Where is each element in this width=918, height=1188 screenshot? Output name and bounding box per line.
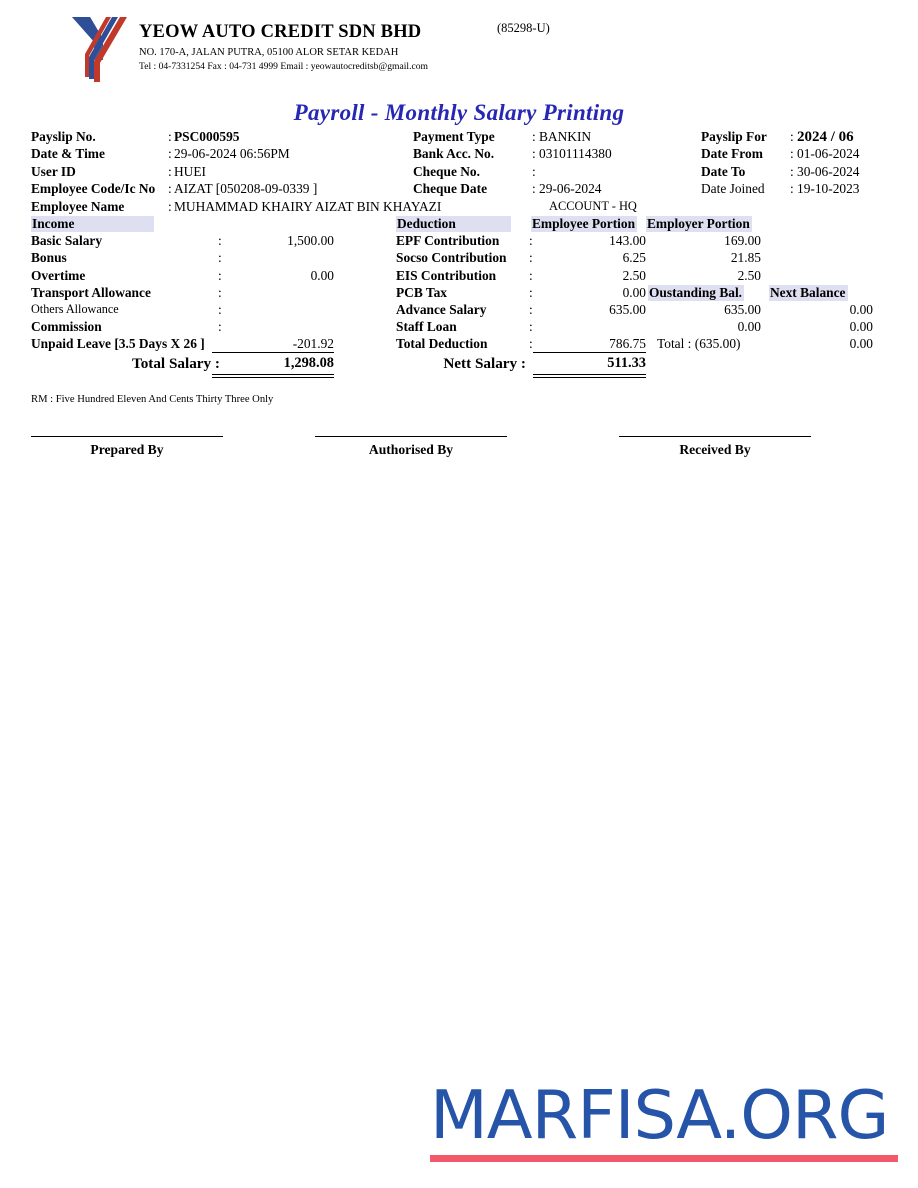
total-salary-double-underline	[212, 374, 334, 378]
date-time-label: Date & Time	[31, 146, 105, 162]
employee-code-colon: :	[168, 181, 172, 197]
eis-employer-amount: 2.50	[737, 267, 761, 283]
employee-code-label: Employee Code/Ic No	[31, 181, 156, 197]
department-value: ACCOUNT - HQ	[549, 198, 637, 213]
company-address: NO. 170-A, JALAN PUTRA, 05100 ALOR SETAR KEDAH	[139, 47, 399, 59]
cheque-no-colon: :	[532, 163, 536, 179]
line-item-row	[0, 250, 918, 267]
date-time-value: 29-06-2024 06:56PM	[174, 146, 290, 162]
company-contact: Tel : 04-7331254 Fax : 04-731 4999 Email : yeowautocreditsb@gmail.com	[139, 61, 428, 73]
employee-code-value: AIZAT [050208-09-0339 ]	[174, 181, 318, 197]
unpaid-leave-underline	[212, 352, 334, 353]
signature-line	[315, 436, 507, 437]
outstanding-balance-header: Oustanding Bal.	[649, 284, 743, 300]
deduction-header: Deduction	[396, 216, 511, 232]
payslip-for-value: 2024 / 06	[797, 129, 854, 145]
eis-colon: :	[529, 267, 533, 283]
payment-type-value: BANKIN	[539, 129, 592, 144]
watermark-text: MARFISA.ORG	[430, 1076, 889, 1154]
company-name: YEOW AUTO CREDIT SDN BHD	[139, 22, 422, 42]
bank-acc-no-label: Bank Acc. No.	[413, 146, 495, 162]
marfisa-watermark	[430, 1076, 900, 1162]
meta-row	[0, 199, 918, 216]
payslip-no-label: Payslip No.	[31, 129, 96, 144]
cheque-date-value: 29-06-2024	[539, 181, 602, 197]
company-registration-number: (85298-U)	[497, 21, 550, 35]
basic-salary-colon: :	[218, 233, 222, 249]
advance-salary-outstanding-amount: 635.00	[724, 301, 761, 317]
section-header-row	[0, 216, 918, 233]
date-from-colon: :	[790, 146, 794, 162]
signature-block-prepared-by	[31, 436, 223, 458]
signature-label: Received By	[679, 442, 751, 457]
commission-colon: :	[218, 319, 222, 335]
overtime-amount: 0.00	[310, 267, 334, 283]
staff-loan-colon: :	[529, 319, 533, 335]
total-deduction-label: Total Deduction	[396, 336, 488, 352]
date-joined-colon: :	[790, 181, 794, 197]
others-allowance-label: Others Allowance	[31, 301, 119, 316]
meta-row	[0, 129, 918, 146]
bank-acc-no-value: 03101114380	[539, 146, 612, 162]
user-id-colon: :	[168, 163, 172, 179]
income-header: Income	[31, 216, 154, 232]
signature-line	[619, 436, 811, 437]
socso-employee-amount: 6.25	[622, 250, 646, 266]
signature-block-received-by	[619, 436, 811, 458]
line-item-row	[0, 233, 918, 250]
line-item-row	[0, 268, 918, 285]
unpaid-leave-amount: -201.92	[292, 336, 334, 352]
socso-employer-amount: 21.85	[730, 250, 761, 266]
total-deduction-underline	[533, 352, 646, 353]
employee-name-value: MUHAMMAD KHAIRY AIZAT BIN KHAYAZI	[174, 198, 442, 214]
pcb-tax-employee-amount: 0.00	[622, 284, 646, 300]
employee-name-label: Employee Name	[31, 198, 125, 214]
totals-row	[0, 355, 918, 381]
staff-loan-label: Staff Loan	[396, 319, 457, 335]
socso-colon: :	[529, 250, 533, 266]
meta-row	[0, 146, 918, 163]
yeow-y-logo-icon	[70, 13, 132, 85]
earnings-deductions-section	[0, 216, 918, 381]
bank-acc-no-colon: :	[532, 146, 536, 162]
payslip-no-value: PSC000595	[174, 129, 240, 144]
company-header	[0, 0, 918, 92]
cheque-date-colon: :	[532, 181, 536, 197]
eis-employee-amount: 2.50	[622, 267, 646, 283]
staff-loan-next-balance: 0.00	[849, 319, 873, 335]
staff-loan-outstanding-amount: 0.00	[737, 319, 761, 335]
advance-salary-employee-amount: 635.00	[609, 301, 646, 317]
employer-portion-header: Employer Portion	[647, 216, 750, 231]
user-id-label: User ID	[31, 163, 76, 179]
bonus-colon: :	[218, 250, 222, 266]
line-item-row	[0, 302, 918, 319]
signature-block-authorised-by	[315, 436, 507, 458]
employee-name-colon: :	[168, 198, 172, 214]
pcb-tax-colon: :	[529, 284, 533, 300]
basic-salary-amount: 1,500.00	[287, 233, 334, 249]
line-item-row	[0, 336, 918, 355]
company-identity-block	[139, 22, 428, 74]
advance-salary-next-balance: 0.00	[849, 301, 873, 317]
user-id-value: HUEI	[174, 163, 206, 179]
meta-row	[0, 164, 918, 181]
advance-salary-colon: :	[529, 301, 533, 317]
basic-salary-label: Basic Salary	[31, 233, 103, 249]
commission-label: Commission	[31, 319, 102, 335]
line-item-row	[0, 285, 918, 302]
document-title: Payroll - Monthly Salary Printing	[293, 100, 625, 125]
watermark-underline-bar	[430, 1155, 898, 1162]
cheque-date-label: Cheque Date	[413, 181, 488, 197]
payment-type-colon: :	[532, 129, 536, 144]
total-salary-label: Total Salary :	[131, 355, 220, 373]
epf-employee-amount: 143.00	[609, 233, 646, 249]
payment-type-label: Payment Type	[413, 129, 495, 144]
total-deduction-employee-amount: 786.75	[609, 336, 646, 352]
line-item-row	[0, 319, 918, 336]
payslip-no-colon: :	[168, 129, 172, 144]
total-salary-value: 1,298.08	[283, 355, 334, 372]
date-to-label: Date To	[701, 163, 746, 179]
socso-label: Socso Contribution	[396, 250, 507, 266]
epf-employer-amount: 169.00	[724, 233, 761, 249]
date-to-value: 30-06-2024	[797, 163, 860, 179]
nett-salary-value: 511.33	[607, 355, 646, 372]
signature-line	[31, 436, 223, 437]
next-balance-header: Next Balance	[770, 284, 846, 300]
total-next-balance: 0.00	[849, 336, 873, 352]
transport-allowance-colon: :	[218, 284, 222, 300]
signature-label: Authorised By	[368, 442, 454, 457]
payslip-meta	[0, 129, 918, 216]
amount-in-words: RM : Five Hundred Eleven And Cents Thirty Three Only	[31, 394, 274, 405]
unpaid-leave-label: Unpaid Leave [3.5 Days X 26 ]	[31, 336, 205, 352]
date-joined-label: Date Joined	[701, 181, 765, 197]
meta-row	[0, 181, 918, 198]
employee-portion-header: Employee Portion	[532, 216, 636, 231]
transport-allowance-label: Transport Allowance	[31, 284, 151, 300]
bonus-label: Bonus	[31, 250, 67, 266]
advance-salary-label: Advance Salary	[396, 301, 487, 317]
cheque-no-label: Cheque No.	[413, 163, 480, 179]
pcb-tax-label: PCB Tax	[396, 284, 447, 300]
date-joined-value: 19-10-2023	[797, 181, 860, 197]
signature-label: Prepared By	[90, 442, 164, 457]
overtime-colon: :	[218, 267, 222, 283]
epf-colon: :	[529, 233, 533, 249]
epf-label: EPF Contribution	[396, 233, 500, 249]
overtime-label: Overtime	[31, 267, 86, 283]
eis-label: EIS Contribution	[396, 267, 497, 283]
others-allowance-colon: :	[218, 301, 222, 317]
date-to-colon: :	[790, 163, 794, 179]
total-outstanding-amount: Total : (635.00)	[657, 336, 741, 352]
nett-salary-label: Nett Salary :	[443, 355, 526, 373]
payslip-for-colon: :	[790, 129, 794, 144]
date-time-colon: :	[168, 146, 172, 162]
date-from-value: 01-06-2024	[797, 146, 860, 162]
payslip-for-label: Payslip For	[701, 129, 767, 144]
total-deduction-colon: :	[529, 336, 533, 352]
nett-salary-double-underline	[533, 374, 646, 378]
date-from-label: Date From	[701, 146, 763, 162]
